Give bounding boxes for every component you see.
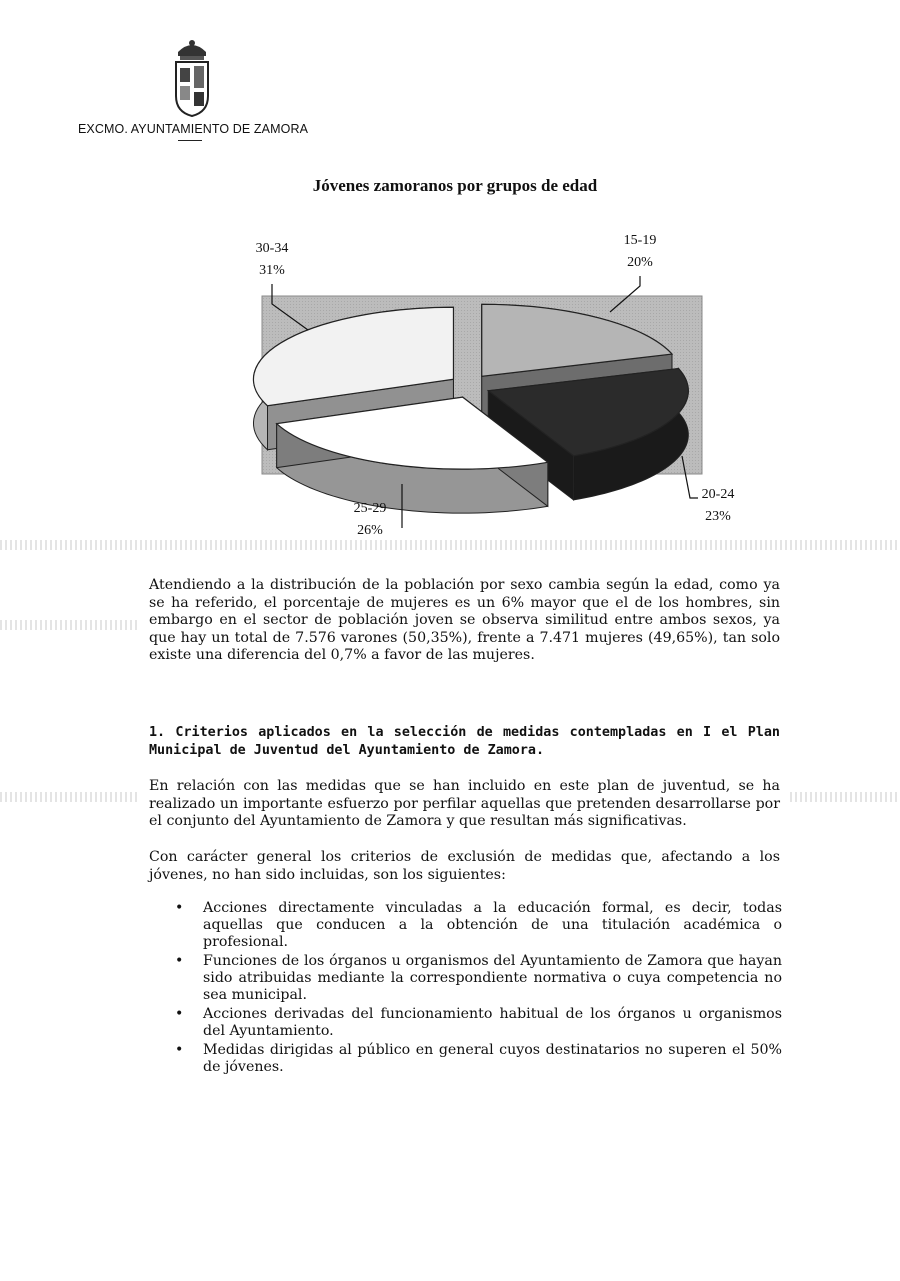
- population-paragraph: Atendiendo a la distribución de la población por sexo cambia según la edad, como ya se ha referido, el porcentaje de mujeres es un 6% mayor que el de los hombres, sin embargo en el sector de población joven se observa similitud entre ambos sexos, ya que hay un total de 7.576 varones (50,35%), frente a 7.471 mujeres (49,65%), tan solo existe una diferencia del 0,7% a favor de las mujeres.: [149, 577, 780, 663]
- slice-label-25-29: [340, 498, 400, 542]
- list-item: [149, 900, 782, 951]
- city-crest-icon: [170, 38, 214, 118]
- scan-artifact: [790, 792, 900, 802]
- bullet-icon: •: [175, 900, 184, 916]
- slice-value-20-24: 23%: [705, 509, 731, 524]
- pie-chart: [230, 226, 750, 546]
- scan-artifact: [0, 620, 140, 630]
- bullet-icon: •: [175, 1042, 184, 1058]
- list-item-text: Acciones directamente vinculadas a la educación formal, es decir, todas aquellas que conducen a la obtención de una titulación académica o profesional.: [203, 900, 782, 950]
- pie-chart-svg: [230, 226, 750, 546]
- list-item: [149, 953, 782, 1004]
- section-paragraph-2: Con carácter general los criterios de exclusión de medidas que, afectando a los jóvenes, no han sido incluidas, son los siguientes:: [149, 849, 780, 883]
- slice-label-15-19: [610, 230, 670, 274]
- list-item: [149, 1042, 782, 1076]
- slice-category-25-29: 25-29: [353, 501, 387, 516]
- chart-title: Jóvenes zamoranos por grupos de edad: [312, 176, 598, 195]
- slice-label-20-24: [688, 484, 748, 528]
- slice-value-25-29: 26%: [357, 523, 383, 538]
- slice-category-30-34: 30-34: [255, 241, 289, 256]
- list-item-text: Medidas dirigidas al público en general cuyos destinatarios no superen el 50% de jóvenes.: [203, 1042, 782, 1075]
- slice-value-30-34: 31%: [259, 263, 285, 278]
- bullet-icon: •: [175, 953, 184, 969]
- slice-label-30-34: [242, 238, 302, 282]
- list-item: [149, 1006, 782, 1040]
- slice-value-15-19: 20%: [627, 255, 653, 270]
- list-item-text: Funciones de los órganos u organismos del Ayuntamiento de Zamora que hayan sido atribuidas mediante la correspondiente normativa o cuya competencia no sea municipal.: [203, 953, 782, 1003]
- slice-category-15-19: 15-19: [623, 233, 657, 248]
- bullet-icon: •: [175, 1006, 184, 1022]
- institution-name: EXCMO. AYUNTAMIENTO DE ZAMORA: [78, 122, 309, 136]
- scan-artifact: [0, 792, 140, 802]
- section-paragraph-1: En relación con las medidas que se han incluido en este plan de juventud, se ha realizado un importante esfuerzo por perfilar aquellas que pretenden desarrollarse por el conjunto del Ayuntamiento de Zamora y que resultan más significativas.: [149, 778, 780, 829]
- header-divider: [178, 140, 202, 141]
- list-item-text: Acciones derivadas del funcionamiento habitual de los órganos u organismos del Ayuntamiento.: [203, 1006, 782, 1039]
- slice-category-20-24: 20-24: [701, 487, 735, 502]
- scan-artifact: [0, 540, 900, 550]
- section-heading: 1. Criterios aplicados en la selección de medidas contempladas en I el Plan Municipal de Juventud del Ayuntamiento de Zamora.: [149, 725, 780, 758]
- exclusion-criteria-list: [149, 900, 782, 1078]
